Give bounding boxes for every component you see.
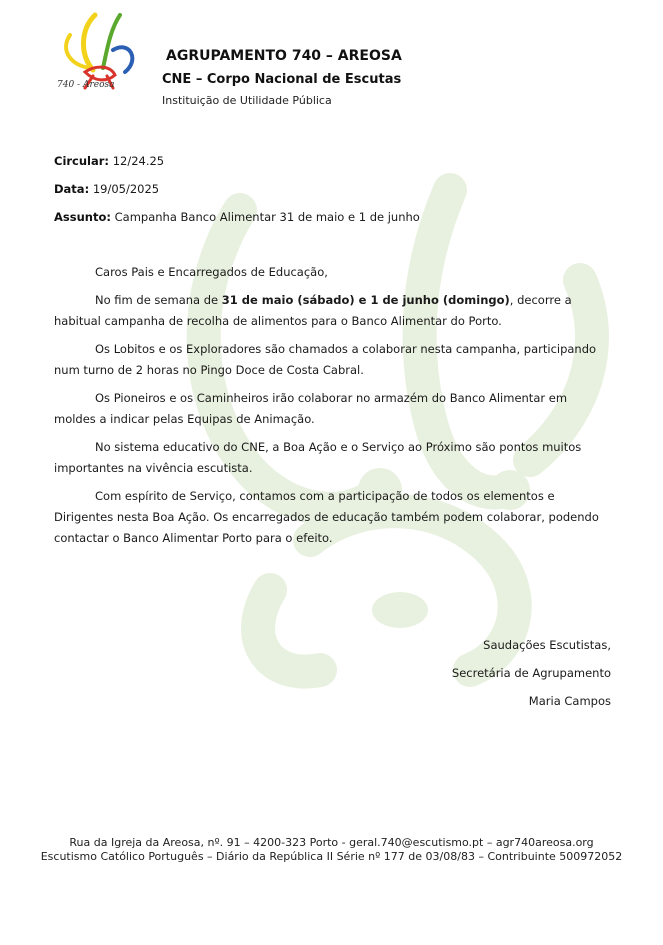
date-value: 19/05/2025 [92,182,160,196]
subject-line [54,210,420,224]
footer [30,836,633,864]
org-institution: Instituição de Utilidade Pública [162,94,332,107]
footer-address: Rua da Igreja da Areosa, nº. 91 – 4200-323 Porto - geral.740@escutismo.pt – agr740areosa.org [69,836,594,849]
paragraph-1 [54,290,611,332]
circular-line [54,154,164,168]
p1-end: , decorre a habitual campanha de recolha de alimentos para o Banco Alimentar do Porto. [54,293,572,328]
paragraph-2: Os Lobitos e os Exploradores são chamados a colaborar nesta campanha, participando num turno de 2 horas no Pingo Doce de Costa Cabral. [54,342,597,377]
org-name: AGRUPAMENTO 740 – AREOSA [166,48,402,64]
letter-body [54,262,611,556]
date-label: Data: [54,182,90,196]
logo-caption: 740 - Areosa [57,80,115,90]
subject-label: Assunto: [54,210,111,224]
date-line [54,182,159,196]
paragraph-3: Os Pioneiros e os Caminheiros irão colaborar no armazém do Banco Alimentar em moldes a indicar pelas Equipas de Animação. [54,391,568,426]
signer-role: Secretária de Agrupamento [451,666,611,680]
circular-label: Circular: [54,154,110,168]
org-subtitle: CNE – Corpo Nacional de Escutas [162,72,402,87]
salutation: Saudações Escutistas, [483,638,611,652]
paragraph-5: Com espírito de Serviço, contamos com a participação de todos os elementos e Dirigentes nesta Boa Ação. Os encarregados de educação também podem colaborar, podendo contactar o Banco Alimentar Porto para o efeito. [54,489,599,545]
paragraph-4: No sistema educativo do CNE, a Boa Ação e o Serviço ao Próximo são pontos muitos importantes na vivência escutista. [54,440,582,475]
subject-value: Campanha Banco Alimentar 31 de maio e 1 de junho [114,210,420,224]
signer-name: Maria Campos [528,694,611,708]
p1-dates: 31 de maio (sábado) e 1 de junho (domingo) [221,293,510,307]
footer-legal: Escutismo Católico Português – Diário da República II Série nº 177 de 03/08/83 – Contribuinte 500972052 [40,850,623,863]
p1-start: No fim de semana de [95,293,222,307]
greeting: Caros Pais e Encarregados de Educação, [95,265,328,279]
circular-value: 12/24.25 [112,154,165,168]
